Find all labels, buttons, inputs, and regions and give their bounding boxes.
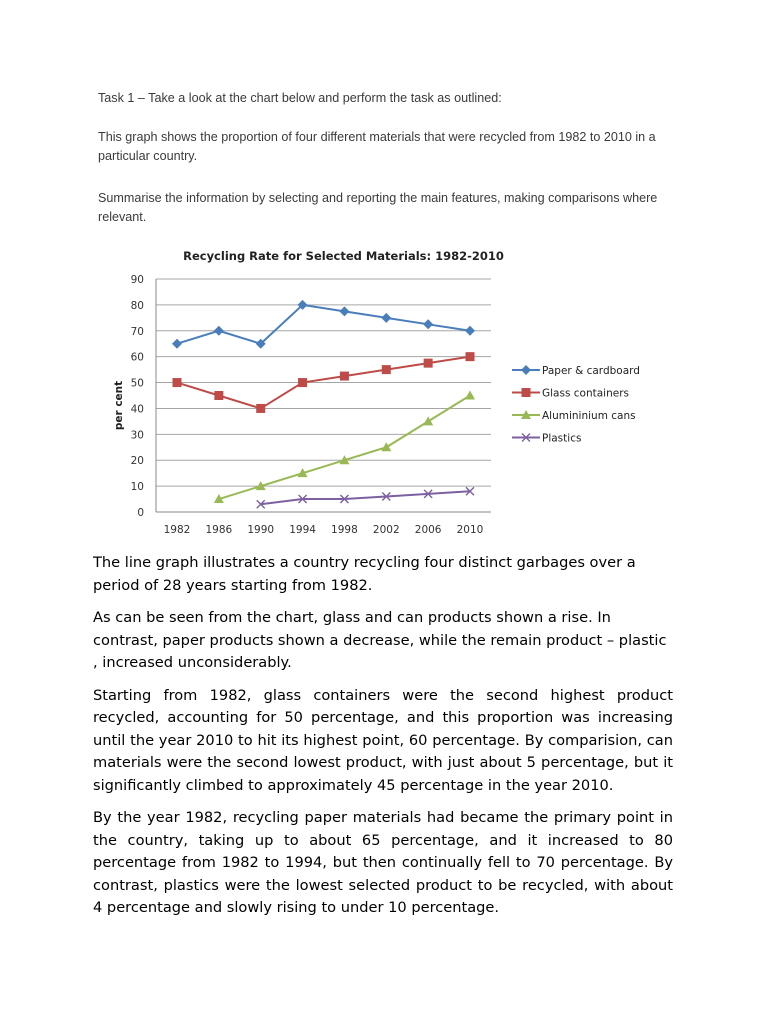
series-1-point	[465, 326, 475, 336]
series-1-point	[172, 339, 182, 349]
y-tick-label: 80	[130, 299, 144, 312]
series-2-point	[214, 391, 223, 400]
y-tick-label: 0	[137, 507, 144, 519]
essay	[93, 552, 673, 930]
series-2-point	[424, 359, 433, 368]
essay-paragraph-1: The line graph illustrates a country recycling four distinct garbages over a period of 28 years starting from 1982.	[93, 554, 636, 594]
series-2-point	[382, 365, 391, 374]
task-instruction: Summarise the information by selecting and reporting the main features, making comparisons where relevant.	[98, 191, 658, 224]
series-1-point	[339, 306, 349, 316]
legend-label-3: Alumininium cans	[542, 410, 636, 422]
series-2-point	[256, 404, 265, 413]
legend-marker-2	[522, 388, 531, 397]
y-tick-label: 50	[130, 377, 144, 390]
legend-label-4: Plastics	[542, 432, 582, 445]
x-tick-label: 2010	[456, 524, 484, 536]
x-tick-label: 1994	[289, 524, 316, 536]
x-tick-label: 2006	[414, 524, 442, 536]
legend-marker-1	[521, 365, 531, 375]
essay-paragraph-4: By the year 1982, recycling paper materials had became the primary point in the country, taking up to about 65 percentage, and it increased to 80 percentage from 1982 to 1994, but then continually fell to 70 percentage. By contrast, plastics were the lowest selected product to be recycled, with about 4 percentage and slowly rising to under 10 percentage.	[93, 809, 673, 916]
y-tick-label: 70	[130, 325, 144, 338]
series-3-point	[381, 442, 391, 451]
chart-title: Recycling Rate for Selected Materials: 1982-2010	[183, 249, 504, 263]
essay-paragraph-3: Starting from 1982, glass containers were the second highest product recycled, accounting for 50 percentage, and this proportion was increasing until the year 2010 to hit its highest point, 60 percentage. By comparision, can materials were the second lowest product, with just about 5 percentage, but it significantly climbed to approximately 45 percentage in the year 2010.	[93, 686, 673, 794]
series-2-point	[298, 378, 307, 387]
x-tick-label: 1990	[247, 524, 275, 536]
y-tick-label: 90	[130, 274, 144, 286]
y-tick-label: 20	[130, 455, 144, 468]
x-tick-label: 1982	[163, 524, 191, 536]
series-1-point	[423, 319, 433, 329]
y-tick-label: 10	[130, 481, 144, 494]
legend-label-2: Glass containers	[542, 387, 629, 400]
series-2-point	[340, 372, 349, 381]
x-tick-label: 2002	[372, 524, 400, 536]
recycling-line-chart	[108, 240, 653, 543]
series-line-4	[261, 491, 470, 504]
series-2-point	[173, 378, 182, 387]
series-3-point	[423, 416, 433, 425]
series-2-point	[466, 352, 475, 361]
y-tick-label: 30	[130, 429, 144, 442]
series-1-point	[381, 313, 391, 323]
series-1-point	[214, 326, 224, 336]
legend-label-1: Paper & cardboard	[542, 365, 640, 377]
x-tick-label: 1998	[331, 524, 358, 536]
y-tick-label: 60	[130, 351, 144, 364]
task-heading: Task 1 – Take a look at the chart below and perform the task as outlined:	[98, 91, 502, 105]
essay-paragraph-2: As can be seen from the chart, glass and can products shown a rise. In contrast, paper products shown a decrease, while the remain product – plastic , increased unconsiderably.	[93, 609, 667, 671]
x-tick-label: 1986	[205, 524, 233, 536]
y-axis-label: per cent	[113, 380, 125, 431]
series-3-point	[465, 391, 475, 400]
y-tick-label: 40	[130, 403, 144, 416]
task-description: This graph shows the proportion of four different materials that were recycled from 1982 to 2010 in a particular country.	[98, 130, 656, 163]
